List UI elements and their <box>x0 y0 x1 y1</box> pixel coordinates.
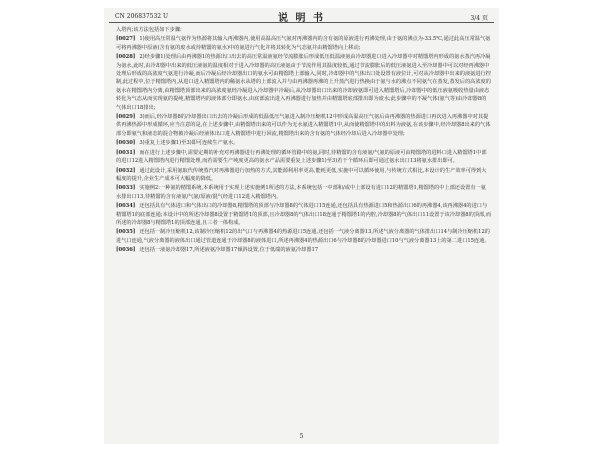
page-header <box>109 8 494 23</box>
paragraph-number: [0034] <box>116 203 136 210</box>
paragraph-number: [0031] <box>116 149 136 156</box>
paragraph-number: [0036] <box>116 247 136 254</box>
paragraph-text: 实施例2:一种氨的精馏系统,本系统用于实现上述实施例1所述的方法,本系统包括一中部和/或中上部设有进口12的精馏塔1,精馏塔的中上部还设置有一氨水排出口13,待精馏的含有液氨/气氨/原液/混气经进口12进入精馏塔内。 <box>116 185 486 200</box>
paragraph <box>116 246 491 254</box>
paragraph-number: [0035] <box>116 229 136 236</box>
paragraph-number: [0033] <box>116 185 136 192</box>
paragraph <box>116 35 491 52</box>
paragraph-text: 还包括一制冷压缩机12,该制冷压缩机12的出气口与再沸器4的热源进口5连通,还包括一气液分离器13,所述气液分离器的气体排出口14与制冷压缩机12的进气口连通,气液分离器的液体出口通过管道连通于冷却器8的液体进口,所述再沸器4的热源出口6与冷却器8的冷却器进口10与气液分离器13上的第二进口15连通。 <box>116 229 490 244</box>
doc-title: 说 明 书 <box>278 13 325 24</box>
paragraph-text: 还包括一液氨冷却器17,所述液氨冷却器17倾斜设置,位于低端的液氨冷却器17 <box>139 247 319 254</box>
paragraph-number: [0027] <box>116 36 136 43</box>
paragraph <box>116 202 491 227</box>
document-body <box>116 26 491 256</box>
paragraph <box>116 113 491 138</box>
paragraph <box>116 139 491 147</box>
paragraph <box>116 53 491 112</box>
paragraph-number: [0032] <box>116 167 136 174</box>
paragraph-number: [0028] <box>116 54 136 61</box>
paragraph <box>116 167 491 184</box>
paragraph-text: 还包括具有气体进口和气体出口的冷却器8,精馏塔的顶部与冷却器8的气体进口15连通,还包括具有热源进口5和热源出口6的再沸器4,该再沸器4的进口与精馏塔1的底部连通;本设计中的所述冷却器8设置于精馏塔1的顶部,且冷却器8的气体出口18连通于精馏塔1的内腔,冷却器8的气体出口11设置于该冷却器8的顶部,而所述的冷却器8与精馏塔1的顶部连通,且三者一体构成。 <box>116 203 492 226</box>
paragraph-number: [0029] <box>116 114 136 121</box>
page-ref: 3/4 页 <box>470 15 488 22</box>
paragraph <box>116 149 491 166</box>
paragraph-text: 3)重复上述步骤1)至3)即可连续生产氨水。 <box>139 140 239 147</box>
paragraph-text: 1)使用高压常温气氨作为热源将其输入再沸器内,使用高温高压气氨对再沸器内的含有氨的原液进行再沸处理,由于氨的沸点为-33.5℃,通过此高压常温气氨可将再沸器中原液(含有氨的废水或待精馏的氨水)中的氨进行气化并将其转化为气态氨并由精馏塔向上移动; <box>116 36 491 51</box>
page-number: 5 <box>299 433 304 440</box>
paragraph-text: 通过此设计,采用氨取代传统蒸汽对再沸器进行加热的方式,其能源利用率更高,能耗更低,实施中可以循环使用,与传统方式相比,本设计的生产效率可得到大幅度的提升,企业生产成本可大幅度的降低。 <box>116 167 487 182</box>
paragraph <box>116 184 491 201</box>
paragraph-number: [0030] <box>116 140 136 147</box>
paragraph <box>116 26 491 34</box>
paragraph-text: 入塔内;该方法包括如下步骤: <box>116 27 182 33</box>
doc-number: CN 206837532 U <box>115 13 169 20</box>
paragraph-text: 而在进行上述步骤中,需要定期的补充对再沸器进行再沸处理的循环管路中的氨,同时,待精馏的含有液氨/气氨的原液可由精馏塔的进料口进入精馏塔1中部的进口12进入精馏塔内进行精馏处理,而若需要生产纯度更高的氨水产品需要重复上述步骤1)至3)若干个循环后即可通过氨水出口13将氨水排出即可。 <box>116 149 487 165</box>
paragraph-text: 3)而后,经冷却器8的冷却器出口出去的冷凝后形成的低温低压气氨进入制冷压缩机12中形成高温高压气氨后由再沸器的热源进口再次进入再沸器中对其提供再沸热源中形成循环,应当注意的是,在上述步骤中,由精馏塔出来的可以作为无水氨进入精馏塔1中,从而使精馏塔中的出料为液氨,在该步骤中,经冷却器8出来的气体部分即氨气和液态的混合物被冷凝后经液体出口进入精馏塔中进行回流,精馏塔出来的含有氨的气体经冷却后进入冷却器中处理; <box>116 114 491 137</box>
paragraph <box>116 228 491 245</box>
document-page <box>104 8 499 444</box>
paragraph-text: 2)经步骤1)处理后由再沸器1的热源出口出去的高压常温液氨经节流膨胀后形成低压低温液氨由冷却器进口进入冷却器中对精馏塔内形成的氨水蒸汽再冷凝为氨水,此时,由冷却器中出来的低压液氨的温度相对于进入冷却器的高压液氨由于节流作用其温度较低,通过节流膨胀后的低压液氨进入至冷却器中可以对经再沸器中处理后形成的高浓度气氨进行冷凝,而后冷凝后经冷却器出口的氨水可由精馏塔上部输入,同时,冷却器中的气体出口处设置有液位计,可对从冷却器中出来的液氨进行控制,此过程中,位于精馏塔内,从进口进入精馏塔内的稀氨水从塔的上部流入并与由再沸器再沸的上升蒸汽进行热换由于氨与水的沸点不同氨气在蒸发,蒸发后的高浓度的氨水在精馏塔内分离,由精馏塔顶部出来的高浓度氨经冷凝进入冷却器中冷凝后,从冷却器出口出来的冷却液氨即可进入精馏塔后,冷却器中的低压液氨吸收热量由液态转化为气态从而实现氨的提纯,精馏塔内的液体部分即氨水,由底部流出进入再沸器进行加热并由精馏塔底部排出即为废水;此步骤中的不凝气体(氨气等)由冷却器8的气体出口18排出; <box>116 54 491 111</box>
